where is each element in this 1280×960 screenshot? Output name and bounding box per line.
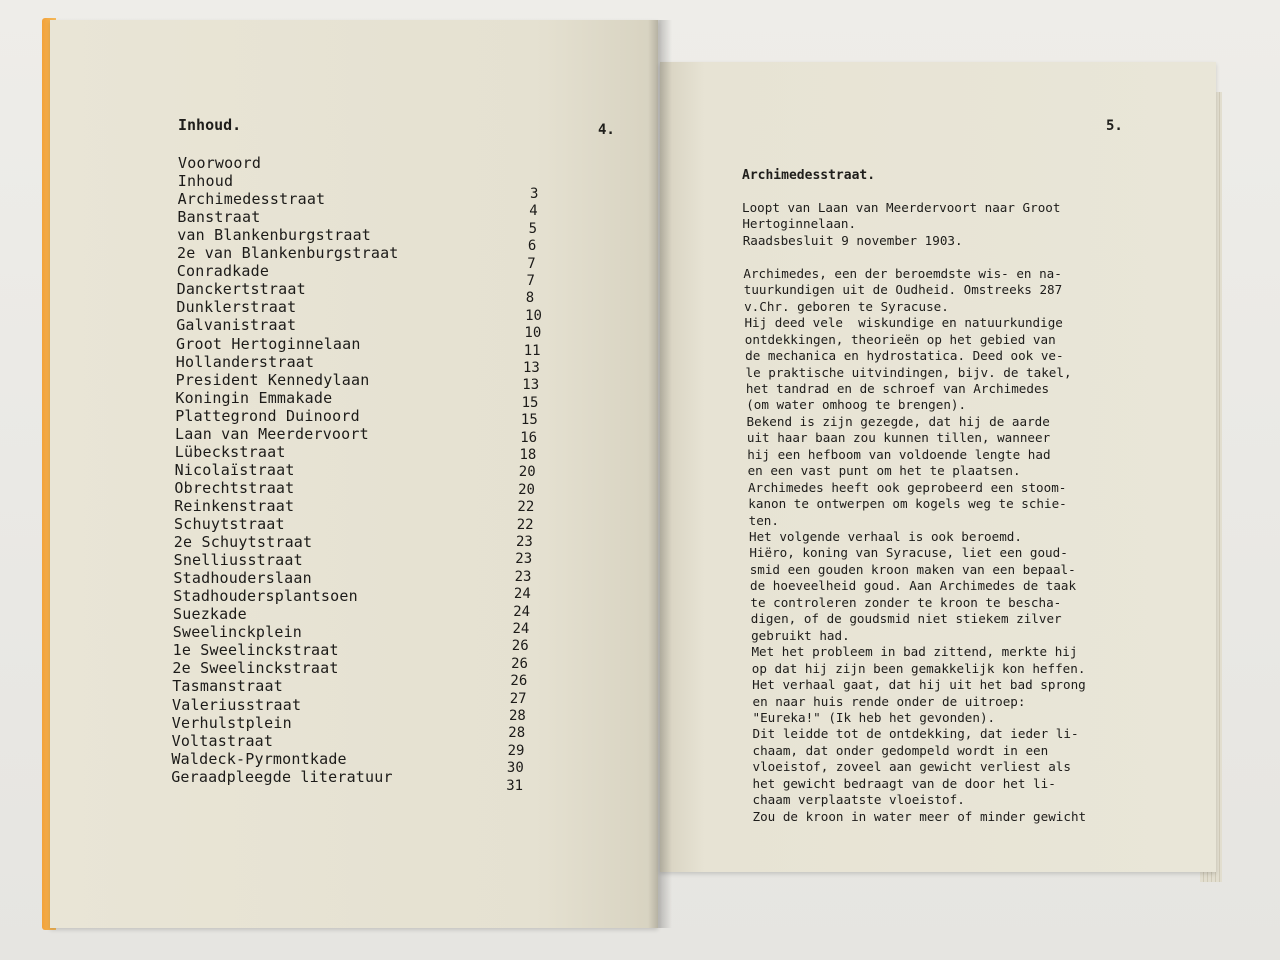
toc-page-number: 10	[525, 307, 542, 324]
article-line: het tandrad en de schroef van Archimedes	[745, 380, 1050, 396]
toc-page-number: 20	[518, 481, 535, 498]
toc-page-number: 10	[524, 325, 542, 342]
toc-entry: 2e Schuytstraat	[173, 533, 313, 552]
article-line: Bekend is zijn gezegde, dat hij de aarde	[746, 413, 1050, 429]
article-line: Het verhaal gaat, dat hij uit het bad sprong	[752, 677, 1086, 693]
toc-page-number: 27	[509, 690, 527, 707]
toc-entry: Conradkade	[176, 262, 270, 281]
left-page	[50, 20, 658, 928]
article-line: Zou de kroon in water meer of minder gewicht	[752, 808, 1087, 824]
toc-entry: Geraadpleegde literatuur	[171, 767, 393, 786]
toc-entry: Banstraat	[177, 208, 261, 227]
toc-entry: Dunklerstraat	[176, 298, 297, 317]
toc-entry: Stadhouderslaan	[173, 569, 312, 588]
toc-page-number: 24	[513, 586, 531, 603]
toc-entry: Groot Hertoginnelaan	[176, 334, 361, 353]
article-line: chaam, dat onder gedompeld wordt in een	[752, 742, 1049, 758]
article-line: vloeistof, zoveel aan gewicht verliest als	[752, 759, 1071, 775]
toc-page-number: 28	[509, 708, 526, 724]
toc-page-number: 15	[521, 394, 539, 411]
toc-entry: Koningin Emmakade	[175, 388, 333, 407]
toc-entry: Laan van Meerdervoort	[175, 424, 369, 443]
article-line: ontdekkingen, theorieën op het gebied van	[744, 331, 1056, 347]
article-line: de hoeveelheid goud. Aan Archimedes de taak	[750, 578, 1077, 594]
toc-page-number: 26	[511, 655, 528, 672]
article-line: te controleren zonder te kroon te bescha-	[750, 594, 1062, 610]
toc-page-number: 5	[528, 220, 538, 237]
toc-page-number: 13	[522, 377, 540, 394]
toc-page-number: 28	[508, 725, 526, 742]
toc-page-number: 24	[512, 621, 530, 637]
toc-entry: Obrechtstraat	[174, 478, 295, 497]
article-line: smid een gouden kroon maken van een bepaal-	[749, 561, 1076, 577]
article-line: chaam verplaatste vloeistof.	[752, 792, 965, 808]
article-line: "Eureka!" (Ik heb het gevonden).	[752, 709, 996, 725]
article-line: Archimedes heeft ook geprobeerd een stoom-	[747, 479, 1067, 495]
article-title: Archimedesstraat.	[742, 168, 876, 183]
toc-page-number: 20	[518, 464, 536, 481]
toc-page-number: 22	[517, 499, 535, 516]
toc-entry: Plattegrond Duinoord	[175, 406, 360, 425]
article-line: en een vast punt om het te plaatsen.	[747, 463, 1021, 479]
toc-entry: 2e van Blankenburgstraat	[177, 244, 399, 263]
article-line: Het volgende verhaal is ook beroemd.	[749, 529, 1022, 544]
toc-page-number: 6	[527, 238, 537, 255]
toc-page-number: 30	[506, 760, 524, 777]
article-line: Dit leidde tot de ontdekking, dat ieder li-	[752, 726, 1079, 742]
article-line: Raadsbesluit 9 november 1903.	[742, 232, 963, 248]
toc-page-number: 3	[530, 186, 539, 202]
toc-entry: 2e Sweelinckstraat	[172, 659, 339, 678]
toc-entry: Voorwoord	[178, 154, 262, 172]
article-line: Loopt van Laan van Meerdervoort naar Groot	[742, 200, 1061, 215]
toc-entry: Tasmanstraat	[172, 677, 283, 696]
page-number-left: 4.	[598, 122, 615, 138]
toc-page-number: 13	[523, 360, 540, 376]
toc-page-number: 26	[510, 673, 528, 690]
toc-entry: Inhoud	[177, 172, 234, 191]
toc-page-number: 8	[525, 290, 535, 307]
toc-page-number: 31	[506, 777, 524, 794]
toc-page-number: 16	[520, 429, 538, 446]
toc-entry: Valeriusstraat	[172, 695, 302, 714]
toc-entry: Schuytstraat	[174, 515, 285, 533]
article-line: ten.	[748, 512, 779, 528]
toc-page-number: 15	[520, 412, 538, 429]
toc-page-number: 4	[529, 203, 538, 220]
article-line: Hij deed vele wiskundige en natuurkundige	[744, 315, 1063, 331]
article-line: digen, of de goudsmid niet stiekem zilver	[750, 611, 1062, 627]
toc-entry: Waldeck-Pyrmontkade	[171, 749, 347, 768]
toc-page-number: 26	[511, 638, 529, 655]
toc-entry: Archimedesstraat	[177, 190, 326, 209]
article-line: Archimedes, een der beroemdste wis- en na-	[743, 265, 1062, 281]
article-line: de mechanica en hydrostatica. Deed ook ve-	[745, 348, 1064, 364]
toc-entry: Lübeckstraat	[174, 442, 286, 461]
toc-entry: Sweelinckplein	[172, 623, 303, 642]
toc-page-number: 7	[527, 255, 536, 272]
toc-page-number: 29	[507, 742, 525, 759]
toc-page-number: 23	[516, 534, 533, 550]
toc-entry: 1e Sweelinckstraat	[172, 641, 339, 660]
toc-entry: Reinkenstraat	[174, 496, 295, 515]
toc-entry: Snelliusstraat	[173, 551, 303, 570]
toc-page-number: 23	[514, 568, 532, 585]
toc-entry: Nicolaïstraat	[174, 460, 295, 479]
article-line: Met het probleem in bad zittend, merkte hij	[751, 644, 1078, 660]
article-line: le praktische uitvindingen, bijv. de takel,	[745, 364, 1072, 380]
toc-page-number: 11	[523, 342, 541, 359]
toc-page-number: 22	[516, 516, 534, 533]
article-line: v.Chr. geboren te Syracuse.	[744, 298, 949, 314]
article-line: Hertoginnelaan.	[742, 216, 857, 232]
toc-page-number: 24	[513, 603, 531, 620]
toc-page-number: 7	[526, 273, 535, 289]
toc-page-number: 18	[519, 447, 537, 463]
book-gutter	[648, 20, 672, 928]
toc-entry: Stadhoudersplantsoen	[173, 587, 358, 606]
toc-entry: van Blankenburgstraat	[177, 226, 372, 245]
article-line: tuurkundigen uit de Oudheid. Omstreeks 287	[743, 282, 1063, 298]
toc-entry: Galvanistraat	[176, 316, 297, 335]
toc-entry: Voltastraat	[171, 731, 274, 750]
toc-page-number: 23	[515, 551, 533, 568]
toc-title: Inhoud.	[178, 116, 242, 134]
toc-entry: President Kennedylaan	[175, 370, 370, 389]
article-line: (om water omhoog te brengen).	[746, 397, 967, 413]
right-page	[660, 62, 1216, 872]
toc-entry: Verhulstplein	[171, 713, 292, 732]
page-number-right: 5.	[1106, 118, 1123, 134]
article-line: het gewicht bedraagt van de door het li-	[752, 775, 1056, 791]
article-line: uit haar baan zou kunnen tillen, wanneer	[746, 430, 1051, 446]
toc-entry: Hollanderstraat	[175, 352, 315, 371]
article-line: en naar huis rende onder de uitroep:	[752, 693, 1026, 709]
article-line: hij een hefboom van voldoende lengte had	[747, 446, 1051, 462]
article-line: op dat hij zijn been gemakkelijk kon heffen.	[751, 660, 1086, 676]
article-line: Hiëro, koning van Syracuse, liet een goud-	[749, 545, 1068, 561]
toc-entry: Suezkade	[173, 605, 247, 624]
toc-entry: Danckertstraat	[176, 280, 306, 299]
article-line: kanon te ontwerpen om kogels weg te schie-	[748, 496, 1067, 512]
article-line: gebruikt had.	[751, 627, 850, 643]
